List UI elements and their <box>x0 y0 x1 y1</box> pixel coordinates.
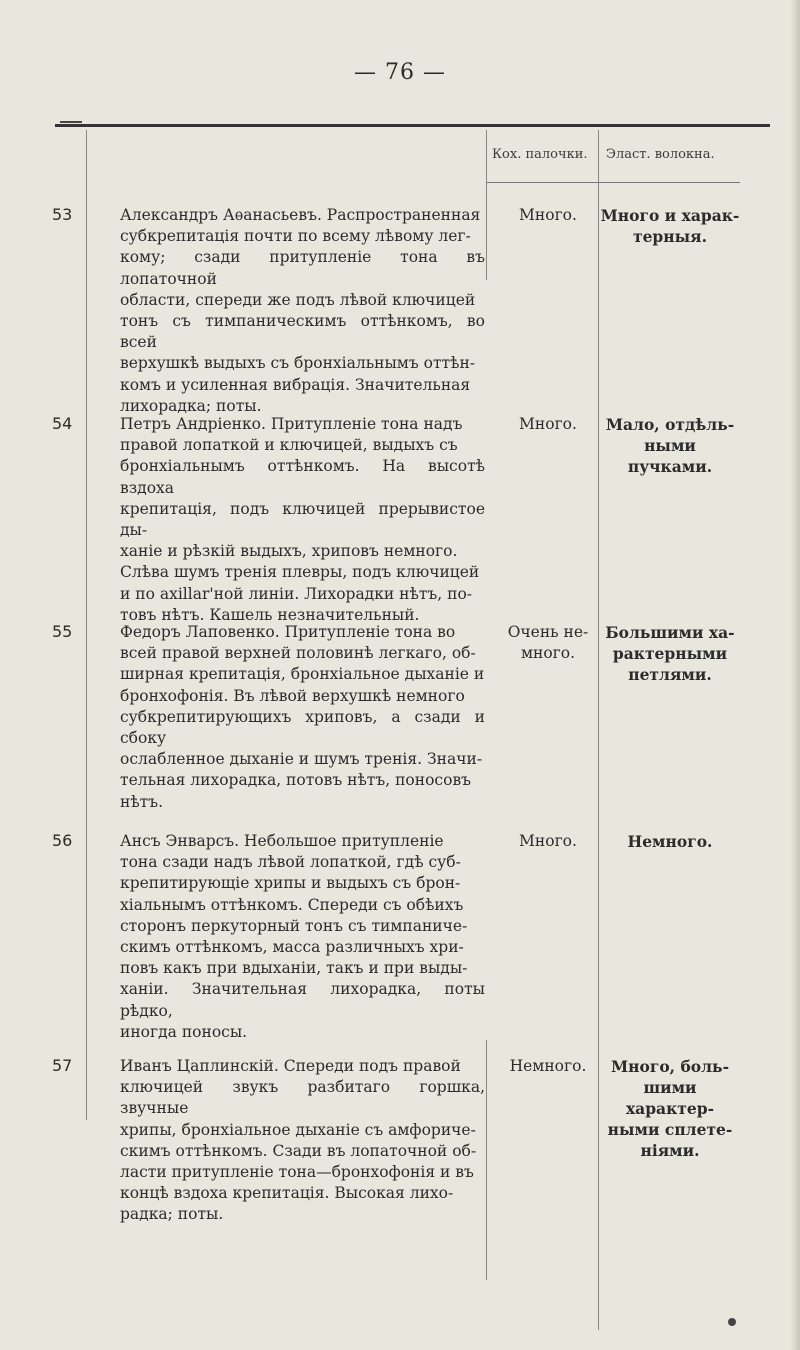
column-divider-koch-elast <box>598 130 599 1330</box>
case-description: Ансъ Энварсъ. Небольшое притупленіе тона сзади надъ лѣвой лопаткой, гдѣ суб- крепитирующіе хрипы и выдыхъ съ брон- хіальнымъ оттѣнкомъ. Спереди съ обѣихъ сторонъ перкуторный тонъ съ тимпаниче- скимъ оттѣнкомъ, масса различныхъ хри- повъ какъ при вдыханіи, такъ и при выды- ханіи. Значительная лихорадка, поты рѣдко, иногда поносы. <box>120 832 485 1041</box>
case-number: 54 <box>52 414 73 433</box>
elastic-fibers-value: Немного. <box>627 832 713 851</box>
case-number: 56 <box>52 831 73 850</box>
koch-bacilli-value: Много. <box>519 832 577 850</box>
top-rule-short <box>60 121 82 123</box>
header-koch: Кох. палочки. <box>492 147 588 162</box>
koch-bacilli-value: Немного. <box>509 1057 587 1075</box>
case-description: Федоръ Лаповенко. Притупленіе тона во всей правой верхней половинѣ легкаго, об- ширная крепитація, бронхіальное дыханіе и бронхофонія. Въ лѣвой верхушкѣ немного субкрепитирующихъ хриповъ, а сзади и сбоку ослабленное дыханіе и шумъ тренія. Значи- тельная лихорадка, потовъ нѣтъ, поносовъ нѣтъ. <box>120 623 485 811</box>
column-divider-desc-koch <box>486 130 487 280</box>
case-description: Александръ Аѳанасьевъ. Распространенная субкрепитація почти по всему лѣвому лег- кому; сзади притупленіе тона въ лопаточной области, спереди же подъ лѣвой ключицей тонъ съ тимпаническимъ оттѣнкомъ, во всей верхушкѣ выдыхъ съ бронхіальнымъ оттѣн- комъ и усиленная вибрація. Значительная лихорадка; поты. <box>120 206 485 415</box>
case-number: 57 <box>52 1056 73 1075</box>
koch-bacilli-value: Очень не- много. <box>507 623 589 662</box>
case-description: Иванъ Цаплинскій. Спереди подъ правой ключицей звукъ разбитаго горшка, звучные хрипы, бронхіальное дыханіе съ амфориче- скимъ оттѣнкомъ. Сзади въ лопаточной об- ласти притупленіе тона—бронхофонія и въ концѣ вздоха крепитація. Высокая лихо- радка; поты. <box>120 1057 485 1224</box>
top-rule <box>55 124 770 127</box>
header-rule <box>486 182 740 183</box>
page-number: — 76 — <box>354 60 446 85</box>
elastic-fibers-value: Много и харак- терныя. <box>600 206 740 246</box>
page-edge-shadow <box>790 0 800 1350</box>
elastic-fibers-value: Большими ха- рактерными петлями. <box>605 623 735 684</box>
elastic-fibers-value: Много, боль- шими характер- ными сплете- ніями. <box>607 1057 733 1160</box>
column-divider-desc-koch-lower <box>486 1040 487 1280</box>
case-description: Петръ Андріенко. Притупленіе тона надъ правой лопаткой и ключицей, выдыхъ съ бронхіальнымъ оттѣнкомъ. На высотѣ вздоха крепитація, подъ ключицей прерывистое ды- ханіе и рѣзкій выдыхъ, хриповъ немного. Слѣва шумъ тренія плевры, подъ ключицей и по axillar'ной линіи. Лихорадки нѣтъ, по- товъ нѣтъ. Кашель незначительный. <box>120 415 485 624</box>
ink-speck <box>728 1318 736 1326</box>
case-number: 55 <box>52 622 73 641</box>
case-number: 53 <box>52 205 73 224</box>
left-margin-line <box>86 130 87 1120</box>
koch-bacilli-value: Много. <box>519 206 577 224</box>
koch-bacilli-value: Много. <box>519 415 577 433</box>
elastic-fibers-value: Мало, отдѣль- ными пучками. <box>605 415 735 476</box>
header-elast: Эласт. волокна. <box>606 147 715 162</box>
